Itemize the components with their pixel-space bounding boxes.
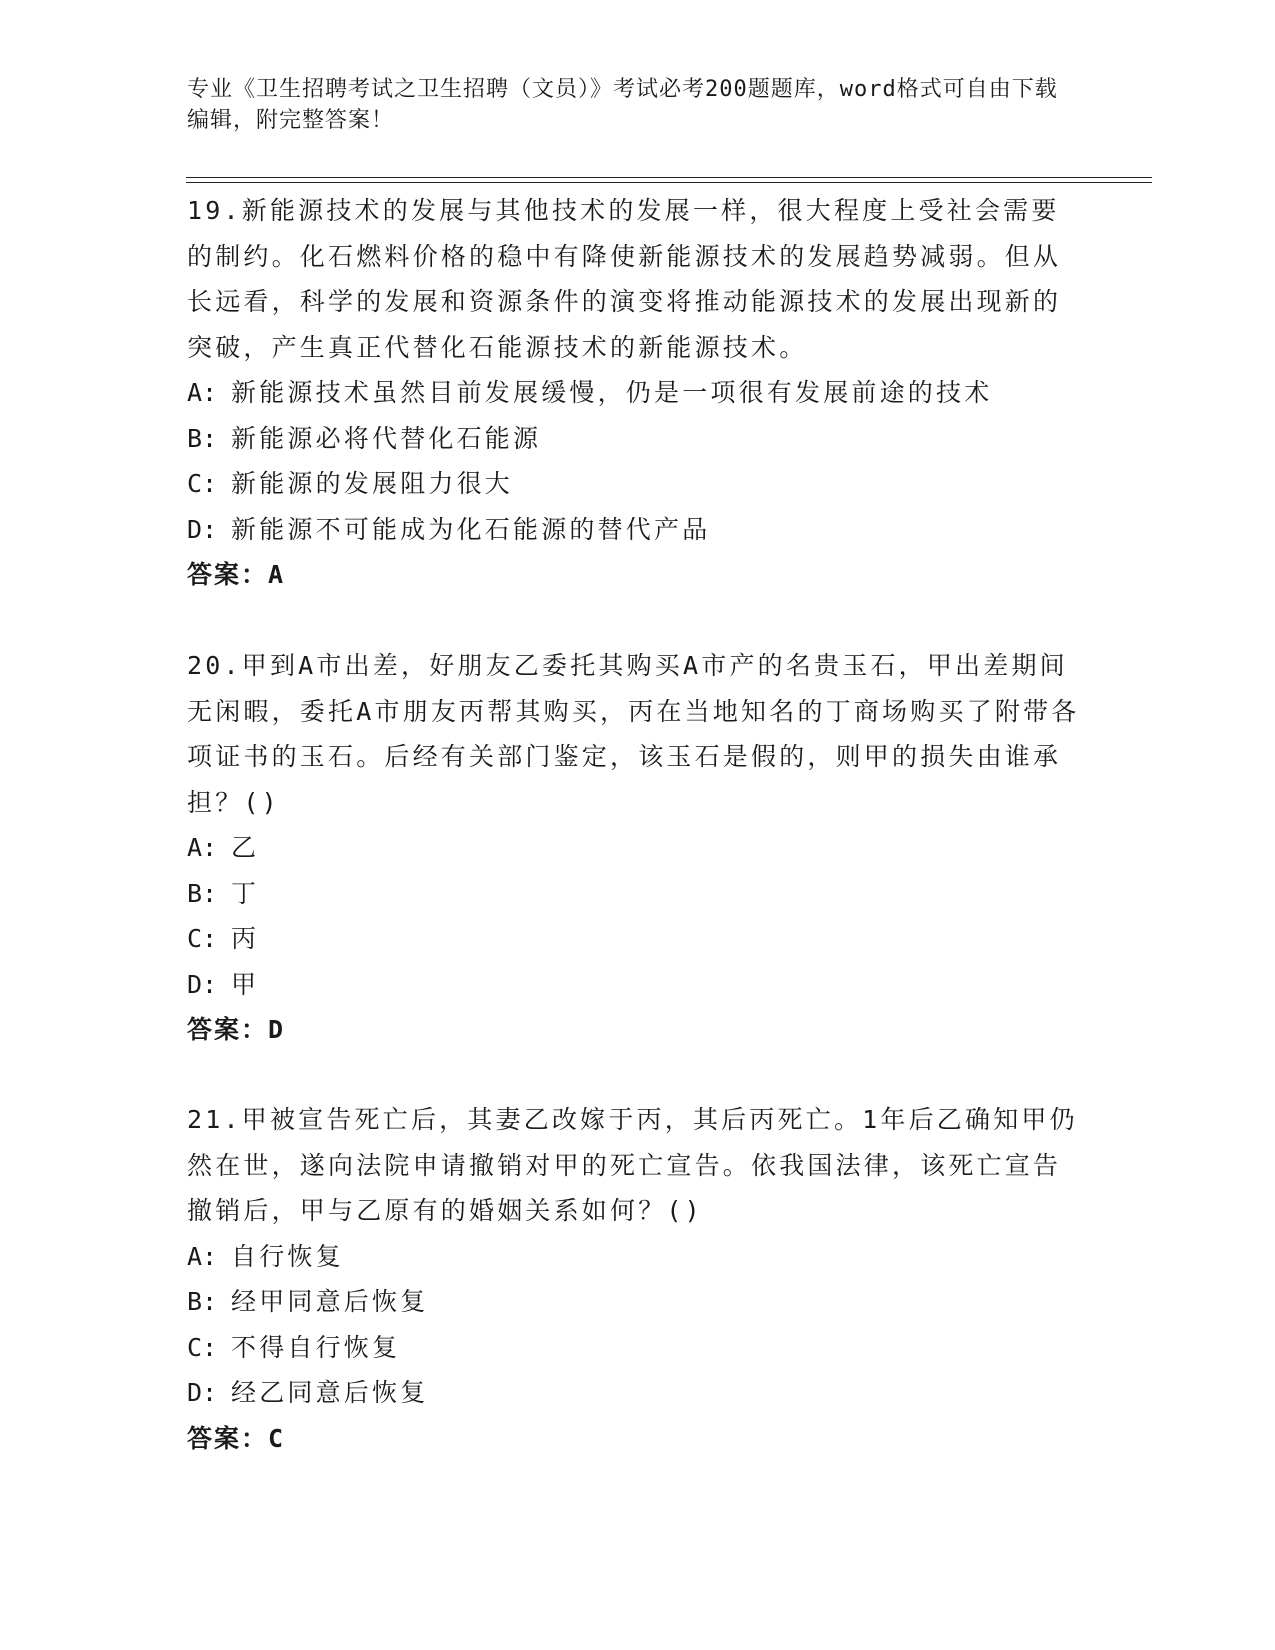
option-b <box>187 871 1087 917</box>
option-c <box>187 916 1087 962</box>
option-key: C: <box>187 924 218 953</box>
option-a <box>187 1234 1087 1280</box>
header-divider-bottom <box>186 182 1152 183</box>
option-text: 乙 <box>231 833 260 862</box>
option-c <box>187 461 1087 507</box>
option-b <box>187 1279 1087 1325</box>
option-text: 新能源的发展阻力很大 <box>231 469 514 498</box>
option-d <box>187 1370 1087 1416</box>
option-text: 新能源不可能成为化石能源的替代产品 <box>231 514 711 544</box>
option-d <box>187 507 1087 553</box>
option-key: B: <box>187 423 218 453</box>
option-key: C: <box>187 1332 218 1362</box>
option-key: D: <box>187 969 218 999</box>
question-stem: 19.新能源技术的发展与其他技术的发展一样，很大程度上受社会需要的制约。化石燃料价格的稳中有降使新能源技术的发展趋势减弱。但从长远看，科学的发展和资源条件的演变将推动能源技术的发展出现新的突破，产生真正代替化石能源技术的新能源技术。 <box>187 196 1062 362</box>
option-text: 丙 <box>231 924 260 953</box>
question-20 <box>187 643 1087 1053</box>
document-header: 专业《卫生招聘考试之卫生招聘（文员）》考试必考200题题库，word格式可自由下载编辑，附完整答案！ <box>187 77 1058 133</box>
option-key: B: <box>187 1287 218 1316</box>
option-text: 甲 <box>231 969 260 999</box>
option-b <box>187 416 1087 462</box>
question-19 <box>187 188 1087 598</box>
option-text: 经甲同意后恢复 <box>231 1287 429 1316</box>
option-text: 经乙同意后恢复 <box>231 1378 429 1407</box>
option-key: B: <box>187 878 218 908</box>
question-21 <box>187 1097 1087 1461</box>
header-divider-top <box>186 177 1152 178</box>
option-text: 新能源必将代替化石能源 <box>231 423 542 453</box>
answer-line: 答案：D <box>187 1015 286 1044</box>
option-key: D: <box>187 1378 218 1407</box>
option-key: A: <box>187 833 218 862</box>
answer-line: 答案：A <box>187 560 286 589</box>
question-stem: 20.甲到A市出差，好朋友乙委托其购买A市产的名贵玉石，甲出差期间无闲暇，委托A市朋友丙帮其购买，丙在当地知名的丁商场购买了附带各项证书的玉石。后经有关部门鉴定，该玉石是假的，则甲的损失由谁承担？() <box>187 651 1080 817</box>
option-c <box>187 1325 1087 1371</box>
question-stem: 21.甲被宣告死亡后，其妻乙改嫁于丙，其后丙死亡。1年后乙确知甲仍然在世，遂向法院申请撤销对甲的死亡宣告。依我国法律，该死亡宣告撤销后，甲与乙原有的婚姻关系如何？() <box>187 1105 1078 1225</box>
option-key: C: <box>187 469 218 498</box>
option-text: 新能源技术虽然目前发展缓慢，仍是一项很有发展前途的技术 <box>231 378 993 407</box>
option-d <box>187 962 1087 1008</box>
option-text: 自行恢复 <box>231 1241 344 1271</box>
option-key: A: <box>187 378 218 407</box>
option-key: A: <box>187 1241 218 1271</box>
option-a <box>187 825 1087 871</box>
answer-line: 答案：C <box>187 1423 286 1453</box>
option-key: D: <box>187 514 218 544</box>
option-a <box>187 370 1087 416</box>
option-text: 不得自行恢复 <box>231 1332 401 1362</box>
option-text: 丁 <box>231 878 260 908</box>
